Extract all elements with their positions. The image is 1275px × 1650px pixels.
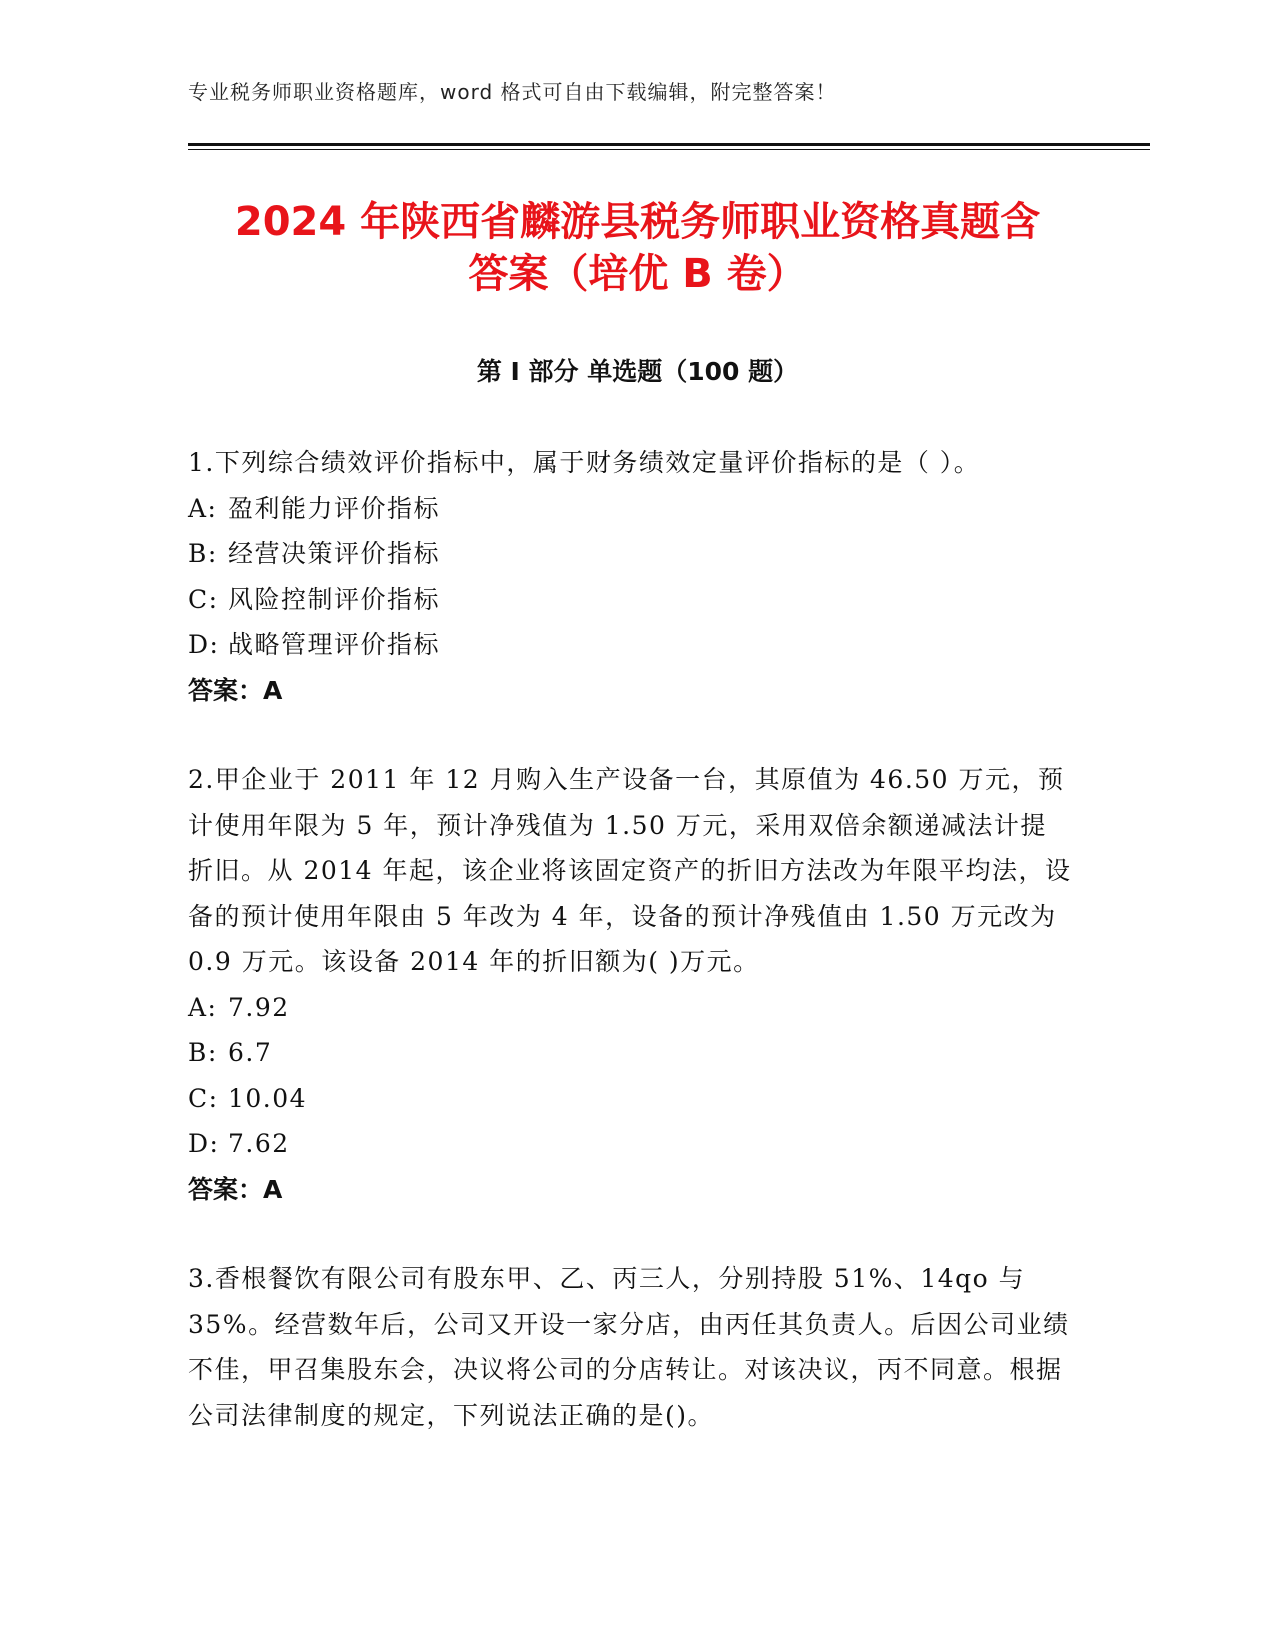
option-text: 盈利能力评价指标 <box>228 493 441 523</box>
question-stem: 1.下列综合绩效评价指标中，属于财务绩效定量评价指标的是（ ）。 <box>188 448 981 477</box>
section-heading: 第 I 部分 单选题（100 题） <box>476 357 799 386</box>
option-letter: A: <box>188 992 218 1022</box>
document-title <box>150 196 1125 300</box>
option-letter: B: <box>188 1038 218 1067</box>
option-text: 6.7 <box>228 1038 273 1067</box>
option-text: 经营决策评价指标 <box>228 539 441 568</box>
option-text: 战略管理评价指标 <box>228 630 441 659</box>
header-note: 专业税务师职业资格题库，word 格式可自由下载编辑，附完整答案！ <box>188 80 837 104</box>
option-text: 10.04 <box>228 1083 308 1113</box>
option-d <box>188 1121 1073 1167</box>
answer: 答案：A <box>188 1174 283 1204</box>
answer: 答案：A <box>188 675 283 705</box>
question-list <box>188 440 1073 1482</box>
header-rule-thick <box>188 143 1150 146</box>
question-3 <box>188 1256 1073 1438</box>
option-letter: A: <box>188 493 218 523</box>
question-2 <box>188 757 1073 1212</box>
option-d <box>188 622 1073 668</box>
option-c <box>188 1076 1073 1122</box>
option-text: 7.62 <box>228 1129 290 1158</box>
option-letter: D: <box>188 630 220 659</box>
option-b <box>188 531 1073 577</box>
option-text: 风险控制评价指标 <box>228 584 441 614</box>
header-rule-thin <box>188 149 1150 150</box>
option-letter: C: <box>188 584 219 614</box>
question-stem: 2.甲企业于 2011 年 12 月购入生产设备一台，其原值为 46.50 万元，预计使用年限为 5 年，预计净残值为 1.50 万元，采用双倍余额递减法计提折旧。从 2014 年起，该企业将该固定资产的折旧方法改为年限平均法，设备的预计使用年限由 5 年改为 4 年，设备的预计净残值由 1.50 万元改为 0.9 万元。该设备 2014 年的折旧额为( )万元。 <box>188 765 1072 976</box>
option-c <box>188 577 1073 623</box>
title-line-2: 答案（培优 B 卷） <box>468 251 807 297</box>
option-a <box>188 486 1073 532</box>
title-line-1: 2024 年陕西省麟游县税务师职业资格真题含 <box>234 199 1041 245</box>
option-b <box>188 1030 1073 1076</box>
option-text: 7.92 <box>228 992 290 1022</box>
option-a <box>188 985 1073 1031</box>
option-letter: B: <box>188 539 218 568</box>
question-stem: 3.香根餐饮有限公司有股东甲、乙、丙三人，分别持股 51%、14qo 与 35%。经营数年后，公司又开设一家分店，由丙任其负责人。后因公司业绩不佳，甲召集股东会，决议将公司的分店转让。对该决议，丙不同意。根据公司法律制度的规定，下列说法正确的是()。 <box>188 1264 1070 1430</box>
option-letter: C: <box>188 1083 219 1113</box>
option-letter: D: <box>188 1129 220 1158</box>
question-1 <box>188 440 1073 713</box>
